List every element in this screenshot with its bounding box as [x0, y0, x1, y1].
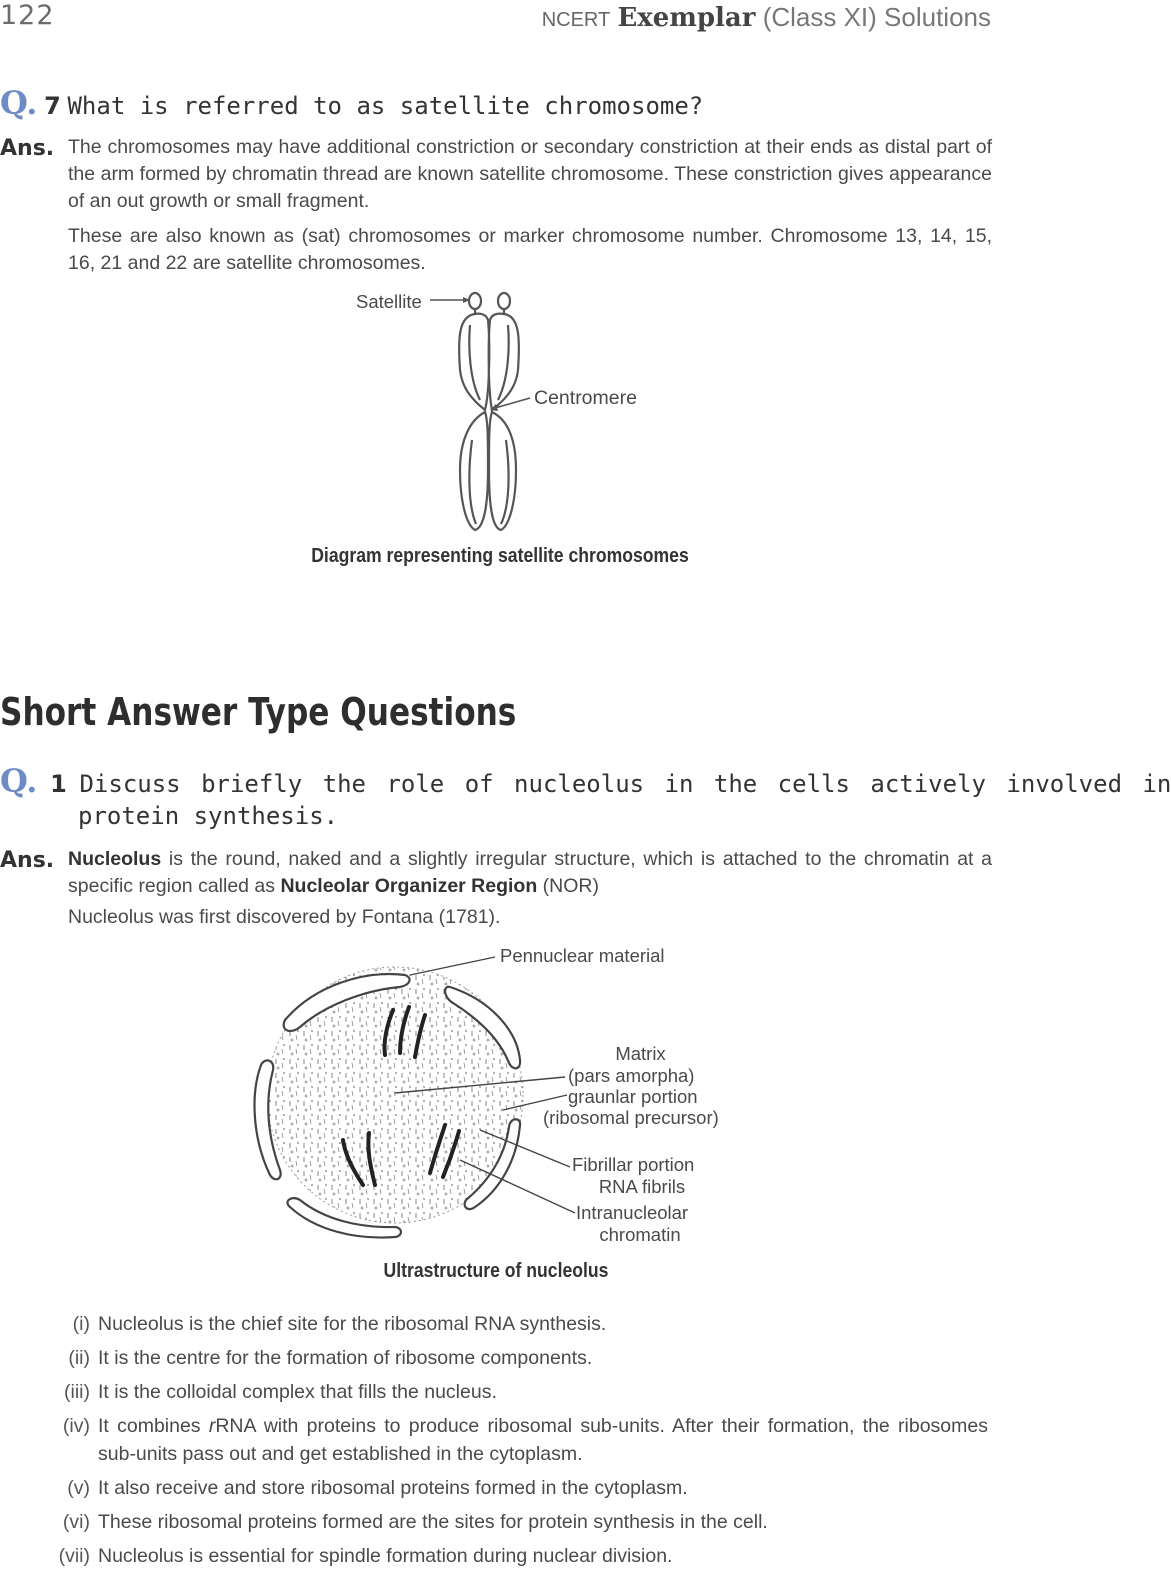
list-item: [52, 1474, 992, 1502]
list-number: (iv): [62, 1415, 90, 1437]
lower-arm-left: [460, 412, 488, 530]
list-text: It is the colloidal complex that fills the nucleus.: [98, 1381, 497, 1403]
label-centromere: Centromere: [534, 387, 637, 409]
upper-arm-right: [489, 314, 519, 410]
list-text: Nucleolus is the chief site for the ribosomal RNA synthesis.: [98, 1313, 607, 1335]
list-item: [52, 1508, 992, 1536]
upper-arm-left: [459, 314, 489, 410]
answer-paragraph: [68, 846, 992, 900]
list-text-italic: r: [208, 1415, 216, 1437]
list-text-pre: It combines: [98, 1415, 209, 1437]
satellite-left: [469, 293, 481, 309]
label-ribosomal-precursor: (ribosomal precursor): [543, 1107, 719, 1128]
answer-text-1: is the round, naked and a slightly irregular structure, which is attached to the chromatin at a specific region called as: [68, 848, 992, 897]
running-header: [542, 2, 991, 33]
keyword-nucleolus: Nucleolus: [68, 848, 162, 870]
question-7: [0, 84, 703, 122]
list-text: It also receive and store ribosomal proteins formed in the cytoplasm.: [98, 1477, 688, 1499]
label-chromatin: chromatin: [599, 1224, 681, 1245]
label-pars-amorpha: (pars amorpha): [568, 1065, 695, 1086]
answer-paragraph-2: These are also known as (sat) chromosomes or marker chromosome number. Chromosome 13, 14, 15, 16, 21 and 22 are satellite chromosomes.: [68, 225, 992, 274]
header-ncert: NCERT: [541, 9, 611, 31]
answer-paragraph-1: The chromosomes may have additional constriction or secondary constriction at their ends as distal part of the arm formed by chromatin thread are known satellite chromosome. These constriction gives appearance of an out growth or small fragment.: [68, 136, 992, 212]
header-class: (Class XI) Solutions: [762, 2, 991, 32]
lower-arm-right: [489, 412, 516, 530]
list-text: RNA with proteins to produce ribosomal sub-units. After their formation, the ribosomes sub-units pass out and get established in the cytoplasm.: [98, 1415, 988, 1465]
list-number: (v): [67, 1477, 90, 1499]
list-number: (vi): [62, 1511, 90, 1533]
section-title: Short Answer Type Questions: [0, 690, 517, 734]
question-number: 7: [44, 92, 61, 120]
list-number: (i): [72, 1313, 90, 1335]
list-number: (iii): [64, 1381, 90, 1403]
question-1: [0, 762, 1171, 830]
keyword-nor: Nucleolar Organizer Region: [280, 875, 538, 897]
list-item: [52, 1412, 992, 1468]
label-granular-portion: graunlar portion: [568, 1086, 698, 1107]
question-text: What is referred to as satellite chromosome?: [67, 92, 704, 120]
question-mark: Q.: [0, 84, 38, 122]
question-text-line-1: Discuss briefly the role of nucleolus in the cells actively involved in: [79, 770, 1171, 798]
list-item: [52, 1542, 992, 1570]
list-number: (vii): [58, 1545, 90, 1567]
label-satellite: Satellite: [356, 291, 422, 312]
list-item: [52, 1378, 992, 1406]
label-perinuclear: Pennuclear material: [500, 945, 665, 966]
label-matrix: Matrix: [615, 1043, 666, 1064]
list-item: [52, 1344, 992, 1372]
question-text-line-2: protein synthesis.: [78, 802, 339, 830]
figure-caption-nucleolus: Ultrastructure of nucleolus: [383, 1260, 609, 1282]
page-number: 122: [0, 0, 55, 31]
question-mark: Q.: [0, 762, 38, 800]
label-fibrillar-portion: Fibrillar portion: [572, 1154, 695, 1175]
list-item: [52, 1310, 992, 1338]
list-text: These ribosomal proteins formed are the sites for protein synthesis in the cell.: [98, 1511, 768, 1533]
satellite-chromosome-diagram: [330, 280, 670, 540]
answer-text-2: (NOR): [537, 875, 600, 897]
nucleolus-diagram: [245, 945, 545, 1265]
label-intranucleolar: Intranucleolar: [576, 1202, 689, 1223]
list-text: Nucleolus is essential for spindle formation during nuclear division.: [98, 1545, 673, 1567]
figure-caption-satellite: Diagram representing satellite chromosomes: [311, 545, 689, 567]
question-number: 1: [50, 770, 67, 798]
answer-label: Ans.: [0, 136, 55, 161]
answer-discovery-line: Nucleolus was first discovered by Fontana (1781).: [68, 906, 501, 928]
satellite-right: [498, 293, 510, 309]
answer-label: Ans.: [0, 848, 55, 873]
header-exemplar: Exemplar: [617, 3, 756, 33]
list-number: (ii): [68, 1347, 90, 1369]
list-text: It is the centre for the formation of ribosome components.: [98, 1347, 593, 1369]
label-rna-fibrils: RNA fibrils: [598, 1176, 686, 1197]
